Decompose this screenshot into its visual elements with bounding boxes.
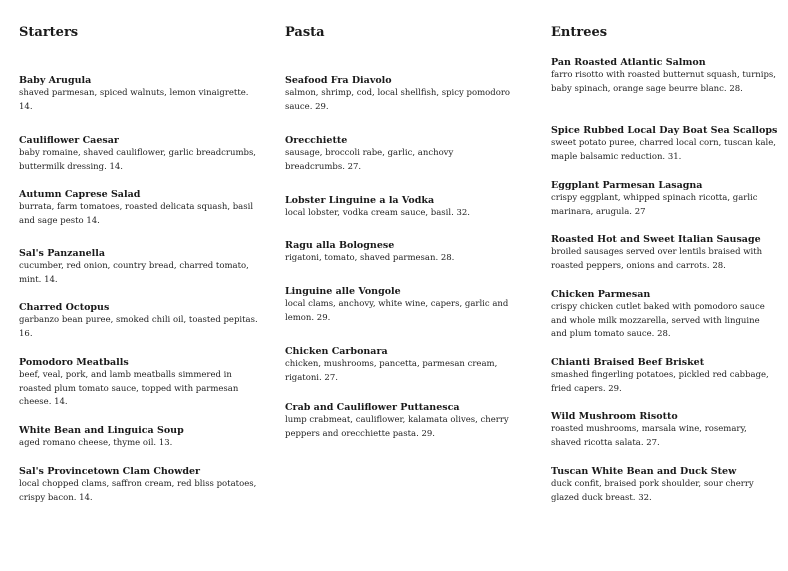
menu-item xyxy=(551,465,776,505)
menu-item xyxy=(285,401,510,441)
menu-item xyxy=(551,356,776,396)
menu-item xyxy=(19,465,264,505)
item-description: sweet potato puree, charred local corn, tuscan kale, maple balsamic reduction. 31. xyxy=(551,138,776,162)
menu-item xyxy=(285,285,510,325)
item-description: salmon, shrimp, cod, local shellfish, spicy pomodoro sauce. 29. xyxy=(285,88,511,112)
menu-item xyxy=(19,424,264,451)
item-name: Roasted Hot and Sweet Italian Sausage xyxy=(551,234,761,245)
menu-item xyxy=(551,288,776,342)
item-description: roasted mushrooms, marsala wine, rosemary, shaved ricotta salata. 27. xyxy=(551,424,747,448)
item-name: Eggplant Parmesan Lasagna xyxy=(551,180,703,191)
menu-item xyxy=(285,194,510,221)
starters-title: Starters xyxy=(19,25,79,40)
item-name: Sal's Provincetown Clam Chowder xyxy=(19,466,201,477)
item-name: Chicken Carbonara xyxy=(285,346,388,357)
item-description: garbanzo bean puree, smoked chili oil, toasted pepitas. 16. xyxy=(19,315,258,339)
item-description: crispy chicken cutlet baked with pomodoro sauce and whole milk mozzarella, served with linguine and plum tomato sauce. 28. xyxy=(551,302,765,339)
menu-item xyxy=(285,239,510,266)
item-description: shaved parmesan, spiced walnuts, lemon vinaigrette. 14. xyxy=(19,88,249,112)
item-description: broiled sausages served over lentils braised with roasted peppers, onions and carrots. 28. xyxy=(551,247,763,271)
menu-item xyxy=(551,124,776,164)
menu-item xyxy=(285,74,510,114)
menu-item xyxy=(19,356,264,410)
item-description: baby romaine, shaved cauliflower, garlic breadcrumbs, buttermilk dressing. 14. xyxy=(19,148,257,172)
menu-item xyxy=(551,56,776,96)
item-description: chicken, mushrooms, pancetta, parmesan cream, rigatoni. 27. xyxy=(285,359,498,383)
item-description: local chopped clams, saffron cream, red bliss potatoes, crispy bacon. 14. xyxy=(19,479,257,503)
menu-item xyxy=(285,134,510,174)
menu-item xyxy=(551,410,776,450)
item-name: Ragu alla Bolognese xyxy=(285,240,395,251)
entrees-title: Entrees xyxy=(551,25,608,40)
item-name: Chicken Parmesan xyxy=(551,289,651,300)
item-description: local lobster, vodka cream sauce, basil. 32. xyxy=(285,208,470,218)
item-name: Chianti Braised Beef Brisket xyxy=(551,357,705,368)
item-description: rigatoni, tomato, shaved parmesan. 28. xyxy=(285,253,455,263)
item-name: Baby Arugula xyxy=(19,75,92,86)
menu-item xyxy=(19,134,264,174)
item-description: crispy eggplant, whipped spinach ricotta, garlic marinara, arugula. 27 xyxy=(551,193,758,217)
item-description: beef, veal, pork, and lamb meatballs simmered in roasted plum tomato sauce, topped with parmesan cheese. 14. xyxy=(19,370,239,407)
item-name: Orecchiette xyxy=(285,135,348,146)
item-name: Sal's Panzanella xyxy=(19,248,106,259)
menu-item xyxy=(285,345,510,385)
item-description: smashed fingerling potatoes, pickled red cabbage, fried capers. 29. xyxy=(551,370,769,394)
menu-item xyxy=(19,188,264,228)
item-description: local clams, anchovy, white wine, capers, garlic and lemon. 29. xyxy=(285,299,509,323)
item-name: Crab and Cauliflower Puttanesca xyxy=(285,402,460,413)
item-name: Pan Roasted Atlantic Salmon xyxy=(551,57,706,68)
item-name: Wild Mushroom Risotto xyxy=(551,411,678,422)
item-name: Charred Octopus xyxy=(19,302,110,313)
item-name: Lobster Linguine a la Vodka xyxy=(285,195,435,206)
item-name: Linguine alle Vongole xyxy=(285,286,401,297)
menu-item xyxy=(19,74,264,114)
item-description: duck confit, braised pork shoulder, sour cherry glazed duck breast. 32. xyxy=(551,479,754,503)
menu-item xyxy=(551,233,776,273)
item-name: Seafood Fra Diavolo xyxy=(285,75,392,86)
item-description: sausage, broccoli rabe, garlic, anchovy breadcrumbs. 27. xyxy=(285,148,454,172)
item-name: Spice Rubbed Local Day Boat Sea Scallops xyxy=(551,125,778,136)
item-name: Pomodoro Meatballs xyxy=(19,357,129,368)
item-name: Tuscan White Bean and Duck Stew xyxy=(551,466,737,477)
item-description: lump crabmeat, cauliflower, kalamata olives, cherry peppers and orecchiette pasta. 29. xyxy=(285,415,509,439)
pasta-title: Pasta xyxy=(285,25,325,40)
item-description: burrata, farm tomatoes, roasted delicata squash, basil and sage pesto 14. xyxy=(19,202,254,226)
item-description: cucumber, red onion, country bread, charred tomato, mint. 14. xyxy=(19,261,249,285)
menu-item xyxy=(551,179,776,219)
item-description: farro risotto with roasted butternut squash, turnips, baby spinach, orange sage beurre blanc. 28. xyxy=(551,70,777,94)
item-name: White Bean and Linguica Soup xyxy=(19,425,184,436)
item-name: Cauliflower Caesar xyxy=(19,135,119,146)
menu-item xyxy=(19,247,264,287)
menu-item xyxy=(19,301,264,341)
item-description: aged romano cheese, thyme oil. 13. xyxy=(19,438,173,448)
item-name: Autumn Caprese Salad xyxy=(19,189,141,200)
